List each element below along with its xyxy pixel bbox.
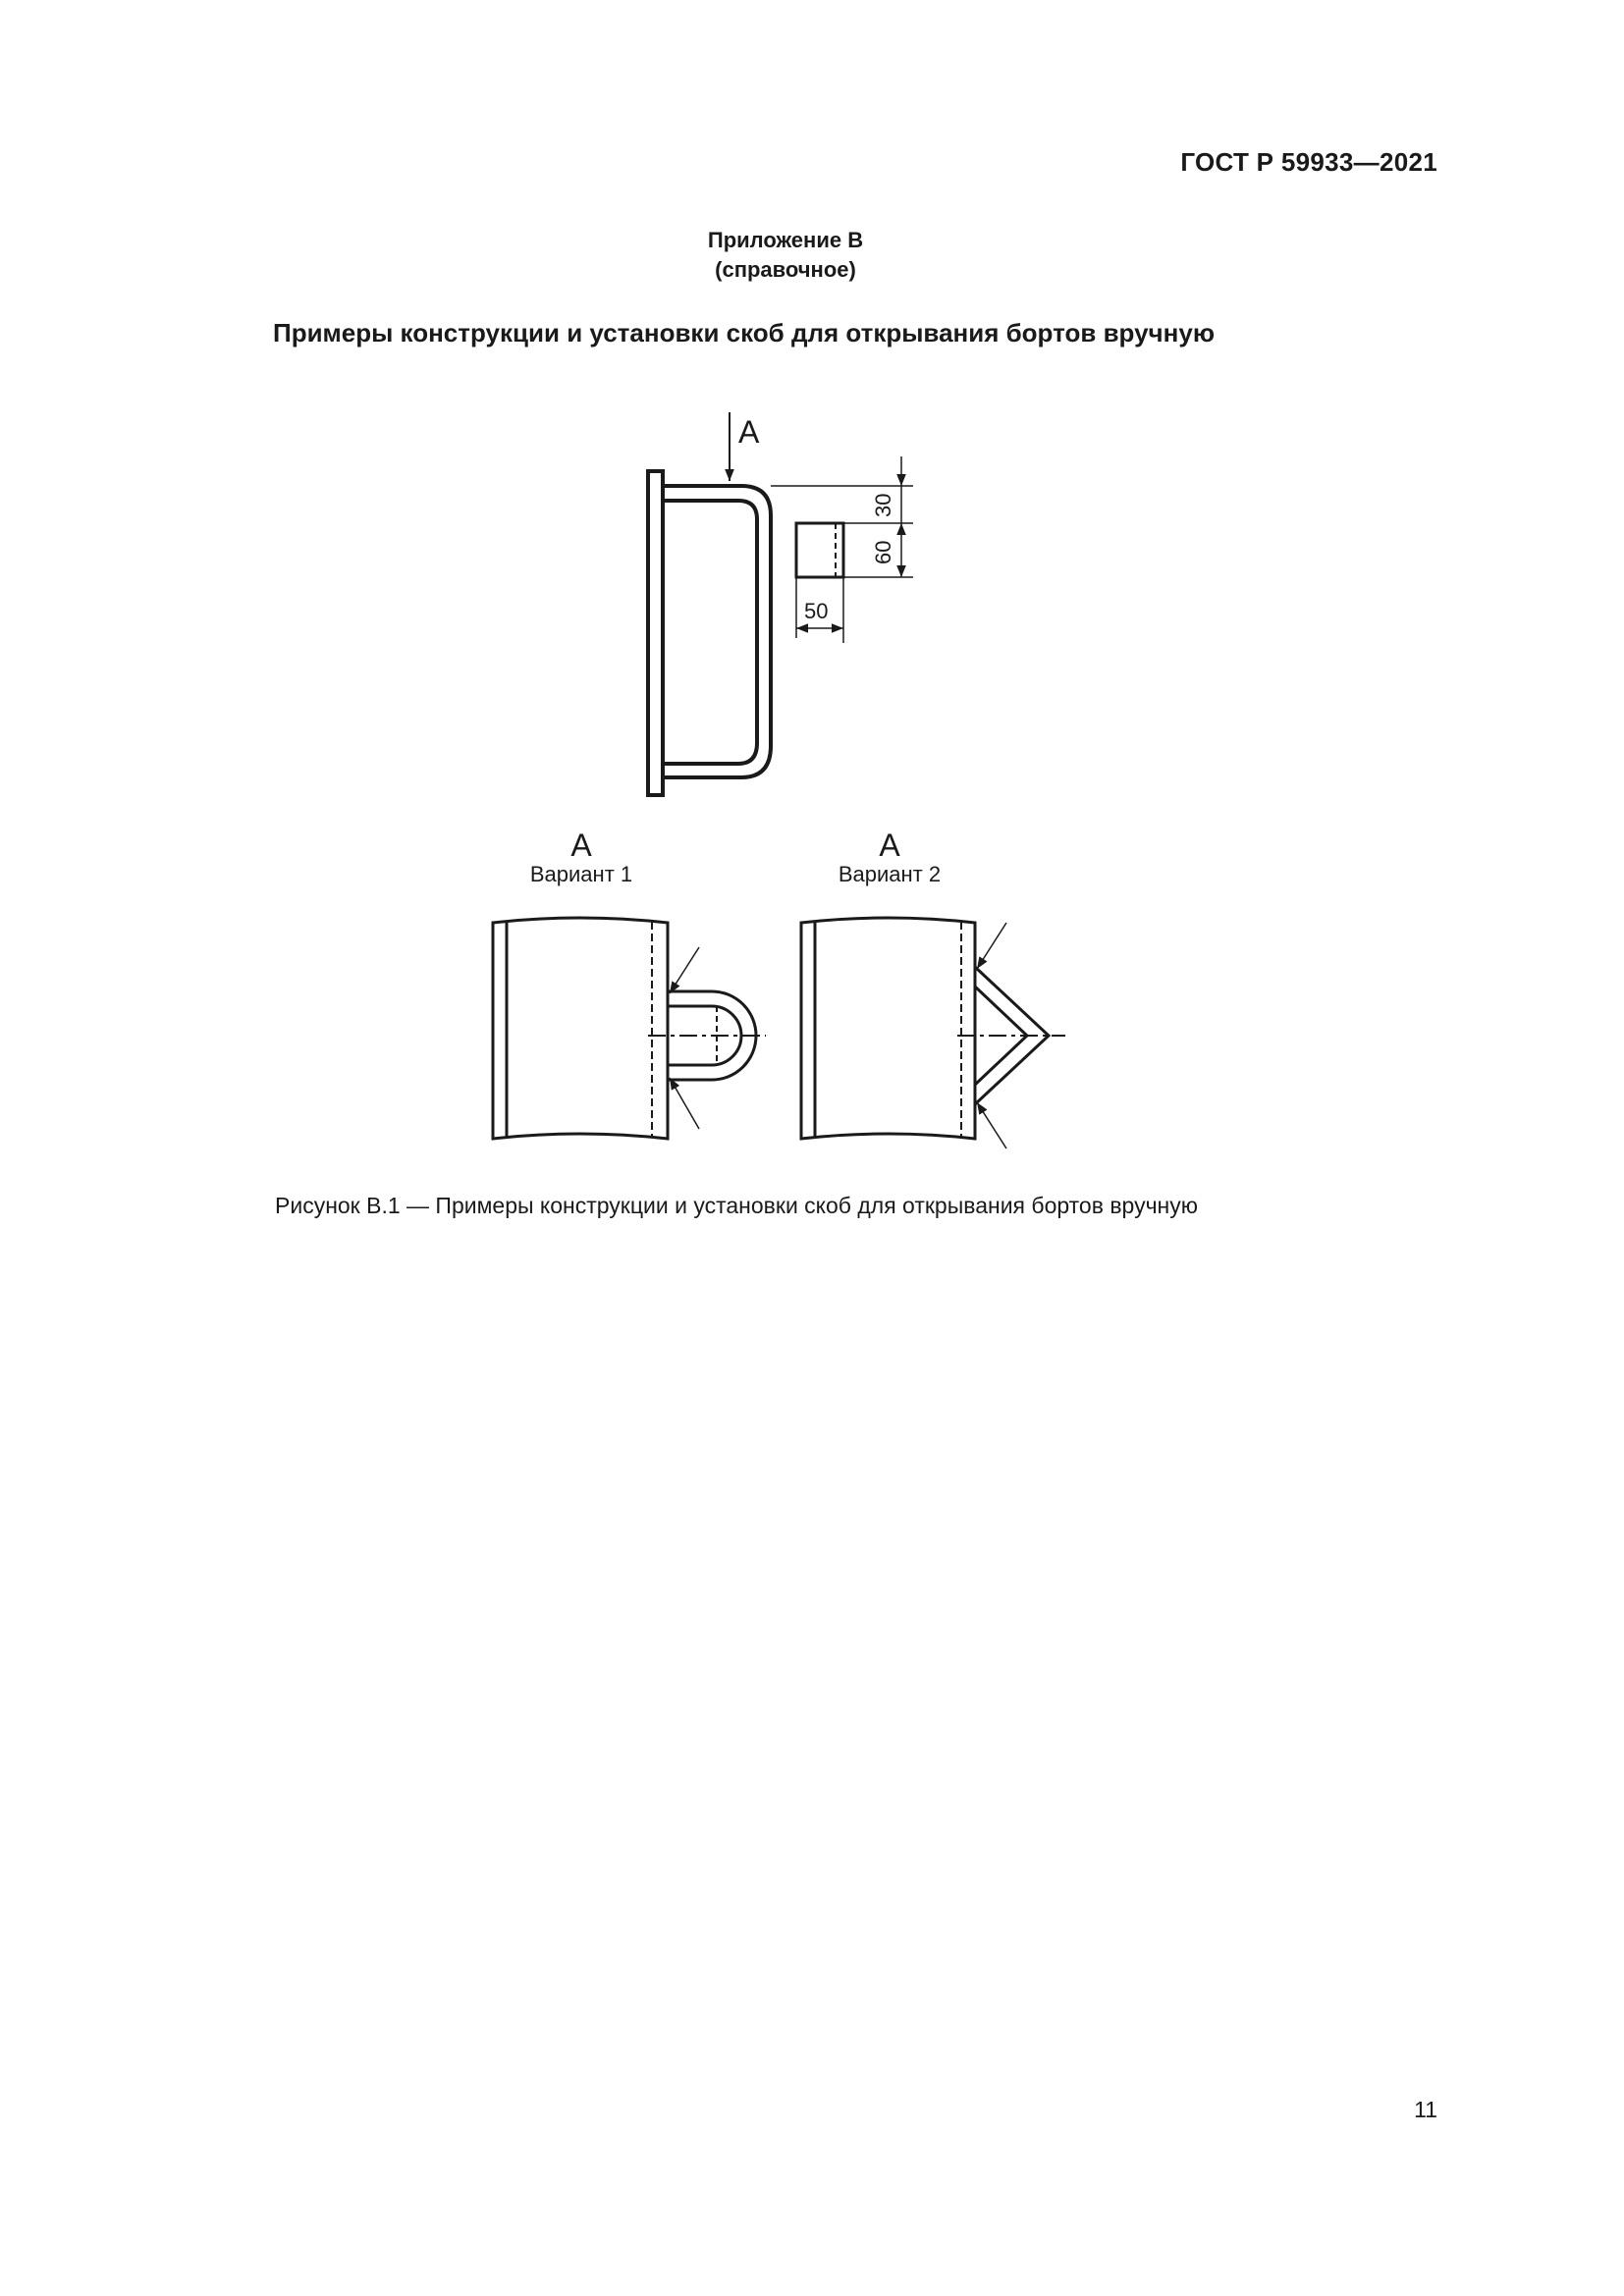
variant2-label: Вариант 2 bbox=[838, 862, 942, 886]
dim-50: 50 bbox=[804, 599, 829, 623]
variant2-view-label: А bbox=[879, 828, 900, 863]
page-number: 11 bbox=[1414, 2097, 1437, 2122]
variant1-label: Вариант 1 bbox=[529, 862, 633, 886]
section-title: Примеры конструкции и установки скоб для открывания бортов вручную bbox=[273, 318, 1216, 347]
board-plate bbox=[648, 471, 663, 795]
appendix-subtitle: (справочное) bbox=[715, 257, 856, 282]
bracket-outer bbox=[663, 486, 771, 777]
weld-stub bbox=[796, 523, 843, 577]
variant1-board-outline bbox=[493, 918, 668, 1139]
bracket-inner bbox=[663, 501, 757, 764]
dim-60: 60 bbox=[871, 540, 895, 564]
variant1-view-label: А bbox=[570, 828, 592, 863]
view-label-a: А bbox=[738, 414, 760, 450]
appendix-title: Приложение В bbox=[707, 228, 864, 252]
figure-caption: Рисунок В.1 — Примеры конструкции и установки скоб для открывания бортов вручную bbox=[275, 1193, 1199, 1218]
document-code: ГОСТ Р 59933—2021 bbox=[1180, 147, 1437, 177]
variant2-board-outline bbox=[801, 918, 975, 1139]
variant1-drawing bbox=[493, 918, 766, 1139]
variant2-drawing bbox=[801, 918, 1065, 1148]
main-view bbox=[648, 412, 913, 795]
dim-30: 30 bbox=[871, 493, 895, 517]
